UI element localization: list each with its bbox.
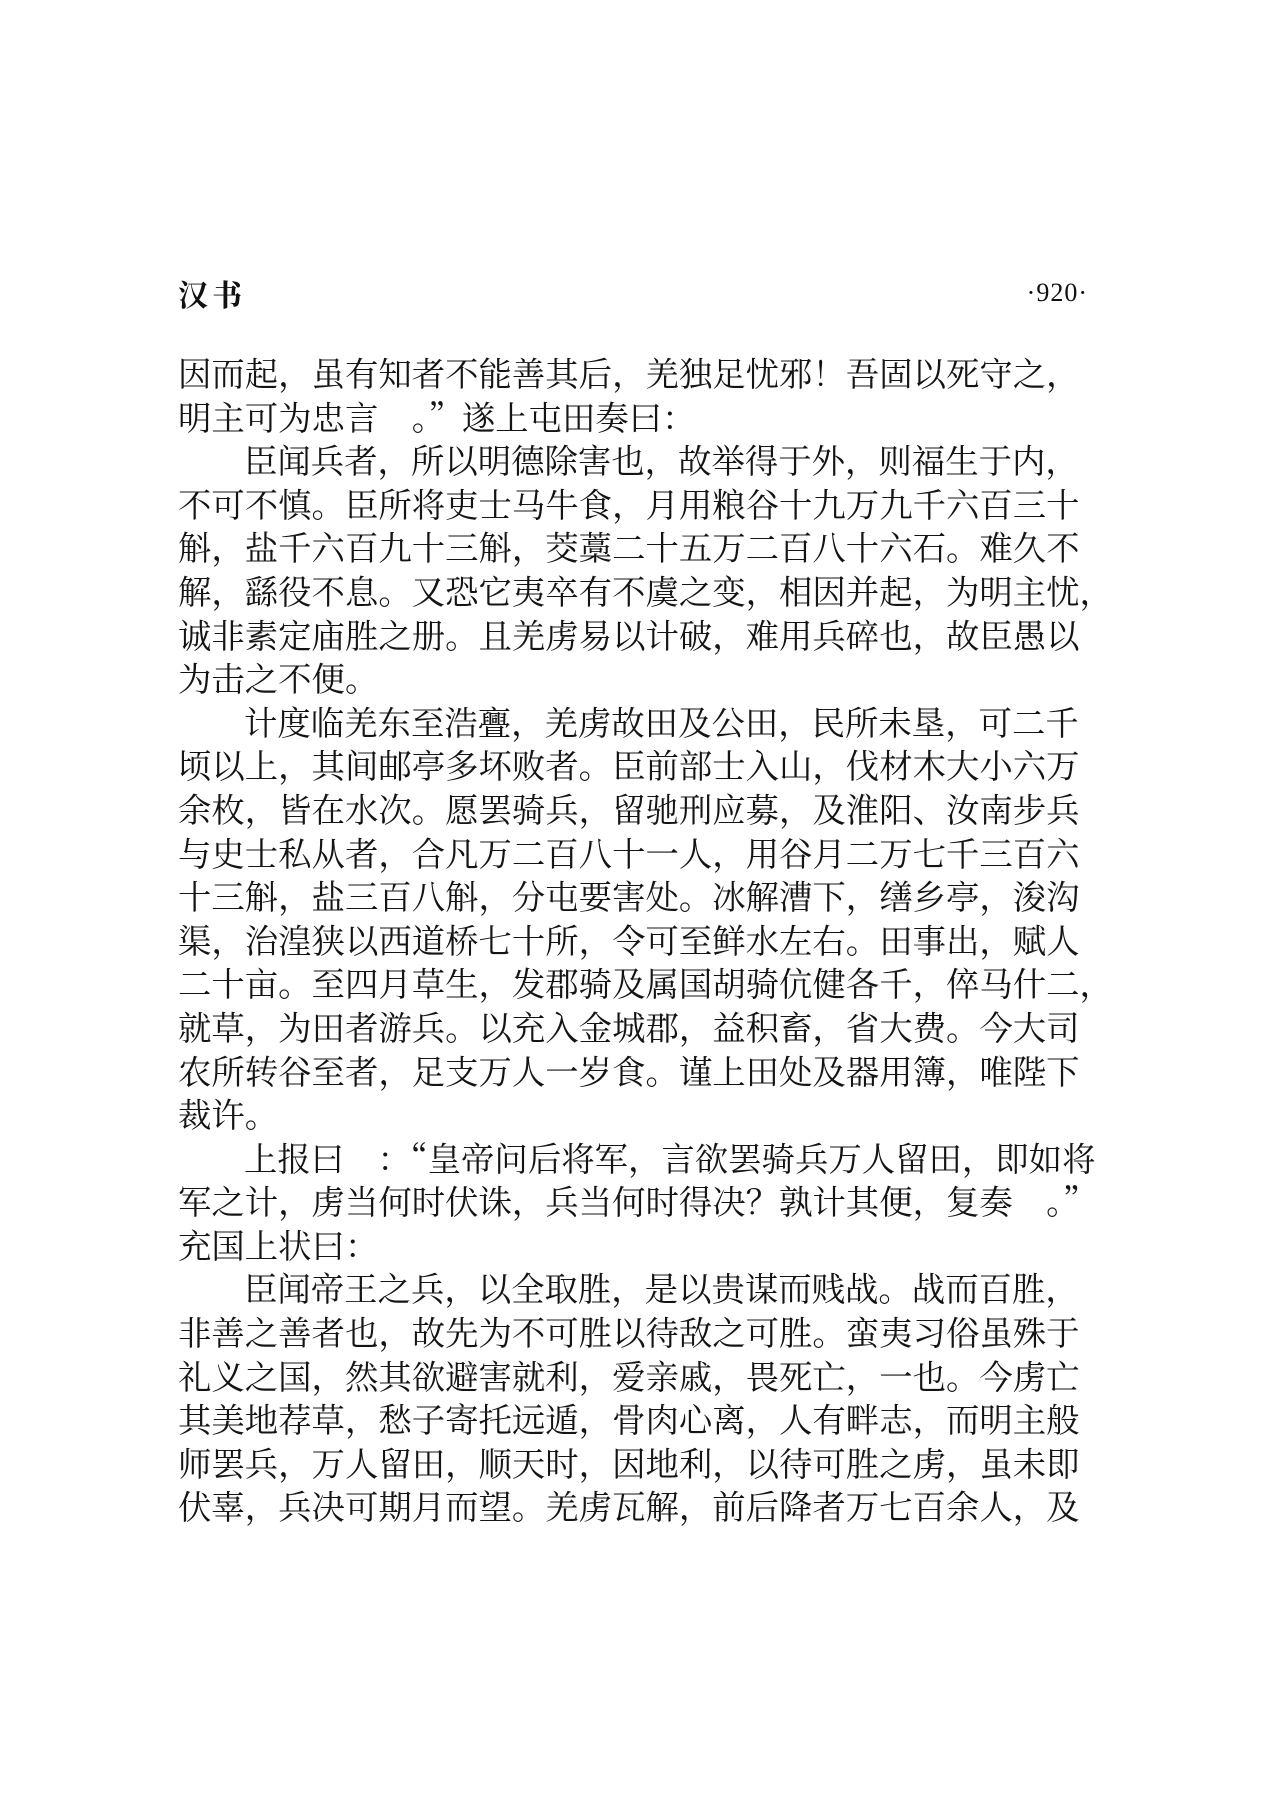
book-title: 汉书 xyxy=(178,271,246,315)
text-line: 顷以上，其间邮亭多坏败者。臣前部士入山，伐材木大小六万 xyxy=(178,740,1080,789)
text-line: 就草，为田者游兵。以充入金城郡，益积畜，省大费。今大司 xyxy=(178,1001,1080,1050)
page-header xyxy=(178,268,1088,318)
text-line: 农所转谷至者，足支万人一岁食。谨上田处及器用簿，唯陛下 xyxy=(178,1045,1080,1094)
text-line: 余枚，皆在水次。愿罢骑兵，留驰刑应募，及淮阳、汝南步兵 xyxy=(178,783,1080,832)
text-line: 伏辜，兵决可期月而望。羌虏瓦解，前后降者万七百余人，及 xyxy=(178,1481,1080,1530)
text-line: 计度临羌东至浩亹，羌虏故田及公田，民所未垦，可二千 xyxy=(244,696,1079,745)
text-line: 渠，治湟狭以西道桥七十所，令可至鲜水左右。田事出，赋人 xyxy=(178,914,1080,963)
paragraph xyxy=(178,1263,1080,1530)
paragraph xyxy=(178,1132,1097,1268)
body-text xyxy=(178,348,1113,1530)
text-line: 其美地荐草，愁子寄托远遁，骨肉心离，人有畔志，而明主般 xyxy=(178,1394,1080,1443)
paragraph xyxy=(178,348,1080,440)
text-line: 明主可为忠言 。”遂上屯田奏曰： xyxy=(178,391,696,440)
text-line: 非善之善者也，故先为不可胜以待敌之可胜。蛮夷习俗虽殊于 xyxy=(178,1307,1080,1356)
paragraph xyxy=(178,696,1113,1138)
text-line: 臣闻兵者，所以明德除害也，故举得于外，则福生于内， xyxy=(244,435,1079,484)
text-line: 师罢兵，万人留田，顺天时，因地利，以待可胜之虏，虽未即 xyxy=(178,1437,1080,1486)
text-line: 不可不慎。臣所将吏士马牛食，月用粮谷十九万九千六百三十 xyxy=(178,478,1080,527)
text-line: 臣闻帝王之兵，以全取胜，是以贵谋而贱战。战而百胜， xyxy=(244,1263,1079,1312)
text-line: 二十亩。至四月草生，发郡骑及属国胡骑伉健各千，倅马什二， xyxy=(178,958,1113,1007)
text-line: 与史士私从者，合凡万二百八十一人，用谷月二万七千三百六 xyxy=(178,827,1080,876)
text-line: 礼义之国，然其欲避害就利，爱亲戚，畏死亡，一也。今虏亡 xyxy=(178,1350,1080,1399)
text-line: 解，繇役不息。又恐它夷卒有不虞之变，相因并起，为明主忧， xyxy=(178,565,1113,614)
paragraph xyxy=(178,435,1113,702)
page-number: ·920· xyxy=(1026,278,1088,307)
text-line: 军之计，虏当何时伏诛，兵当何时得决？孰计其便，复奏 。” xyxy=(178,1176,1097,1225)
text-line: 充国上状曰： xyxy=(178,1219,379,1268)
text-line: 上报曰 ：“皇帝问后将军，言欲罢骑兵万人留田，即如将 xyxy=(244,1132,1096,1181)
text-line: 裁许。 xyxy=(178,1089,279,1138)
text-line: 因而起，虽有知者不能善其后，羌独足忧邪！吾固以死守之， xyxy=(178,348,1080,396)
text-line: 诚非素定庙胜之册。且羌虏易以计破，难用兵碎也，故臣愚以 xyxy=(178,609,1080,658)
text-line: 为击之不便。 xyxy=(178,653,379,702)
text-line: 十三斛，盐三百八斛，分屯要害处。冰解漕下，缮乡亭，浚沟 xyxy=(178,871,1080,920)
text-line: 斛，盐千六百九十三斛，茭藁二十五万二百八十六石。难久不 xyxy=(178,522,1080,571)
